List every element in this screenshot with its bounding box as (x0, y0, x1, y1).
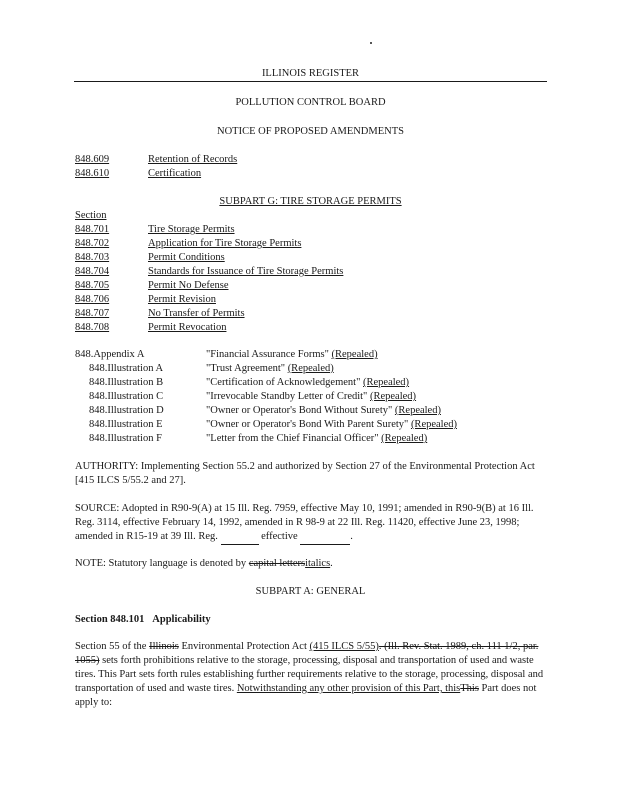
illustration-a-title (206, 363, 334, 374)
illustration-a-status: (Repealed) (287, 363, 334, 374)
toc-705-title: Permit No Defense (148, 280, 229, 291)
toc-707-num: 848.707 (75, 308, 110, 319)
illustration-c-title-text: "Irrevocable Standby Letter of Credit" (206, 391, 368, 402)
toc-704-num: 848.704 (75, 266, 110, 277)
illustration-b-title (206, 377, 409, 388)
toc-704-title: Standards for Issuance of Tire Storage Permits (148, 266, 344, 277)
note-prefix: NOTE: Statutory language is denoted by (75, 558, 247, 569)
toc-610-num: 848.610 (75, 168, 110, 179)
toc-609-title: Retention of Records (148, 154, 238, 165)
toc-708-title: Permit Revocation (148, 322, 227, 333)
note-suffix: . (330, 558, 333, 569)
section-101-title: Applicability (152, 614, 211, 625)
s101-struck-2: . (Ill. Rev. Stat. 1989, ch. 111 1/2, par. 1055) (75, 641, 539, 666)
illustration-b-title-text: "Certification of Acknowledgement" (206, 377, 361, 388)
s101-struck-1: Illinois (149, 641, 179, 652)
speck-mark (370, 42, 372, 44)
illustration-e-status: (Repealed) (410, 419, 457, 430)
section-label: Section (75, 210, 107, 221)
s101-struck-3: This (460, 683, 479, 694)
illustration-a-title-text: "Trust Agreement" (206, 363, 286, 374)
toc-707-title: No Transfer of Permits (148, 308, 245, 319)
section-101-heading (75, 614, 211, 625)
illustration-d-num: 848.Illustration D (89, 405, 164, 416)
note-line (75, 558, 333, 569)
illustration-f-num: 848.Illustration F (89, 433, 162, 444)
toc-706-num: 848.706 (75, 294, 110, 305)
illustration-e-title-text: "Owner or Operator's Bond With Parent Surety" (206, 419, 409, 430)
s101-inserted-1: (415 ILCS 5/55) (309, 641, 379, 652)
toc-610-title: Certification (148, 168, 202, 179)
register-title: ILLINOIS REGISTER (261, 68, 360, 79)
section-101-paragraph (75, 640, 550, 710)
subpart-a-heading: SUBPART A: GENERAL (255, 586, 366, 597)
s101-text-1: Section 55 of the (75, 641, 147, 652)
source-effective-word: effective (261, 531, 298, 542)
toc-702-num: 848.702 (75, 238, 110, 249)
header-rule (74, 81, 547, 82)
illustration-e-title (206, 419, 457, 430)
note-inserted-text: italics (305, 558, 331, 569)
illustration-d-title (206, 405, 441, 416)
illustration-c-status: (Repealed) (369, 391, 417, 402)
toc-703-num: 848.703 (75, 252, 110, 263)
illustration-c-num: 848.Illustration C (89, 391, 164, 402)
toc-701-title: Tire Storage Permits (148, 224, 235, 235)
s101-text-4: Part does not apply to: (75, 683, 537, 708)
subpart-g-heading-text: SUBPART G: TIRE STORAGE PERMITS (219, 196, 402, 207)
illustration-e-num: 848.Illustration E (89, 419, 163, 430)
notice-title: NOTICE OF PROPOSED AMENDMENTS (217, 126, 404, 137)
toc-705-num: 848.705 (75, 280, 110, 291)
illustration-c-title (206, 391, 416, 402)
appendix-a-title (206, 349, 378, 360)
appendix-a-status: (Repealed) (331, 349, 378, 360)
effective-date-blank (300, 530, 350, 545)
appendix-a-title-text: "Financial Assurance Forms" (206, 349, 329, 360)
register-page-blank (221, 530, 259, 545)
subpart-g-heading (74, 196, 547, 207)
illustration-d-status: (Repealed) (394, 405, 441, 416)
section-101-number: Section 848.101 (75, 614, 145, 625)
toc-706-title: Permit Revision (148, 294, 216, 305)
toc-609-num: 848.609 (75, 154, 110, 165)
authority-paragraph: AUTHORITY: Implementing Section 55.2 and authorized by Section 27 of the Environmental Protection Act [415 ILCS 5/55.2 and 27]. (75, 461, 535, 486)
source-text: SOURCE: Adopted in R90-9(A) at 15 Ill. Reg. 7959, effective May 10, 1991; amended in R90-9(B) at 16 Ill. Reg. 3114, effective February 14, 1992, amended in R 98-9 at 22 Ill. Reg. 11420, effective June 23, 1998; amended in R15-19 at 39 Ill. Reg. (75, 503, 534, 542)
note-struck-text: capital letters (248, 558, 306, 569)
s101-inserted-2: Notwithstanding any other provision of this Part, this (236, 683, 461, 694)
appendix-a-num: 848.Appendix A (75, 349, 145, 360)
toc-701-num: 848.701 (75, 224, 110, 235)
toc-703-title: Permit Conditions (148, 252, 225, 263)
s101-text-2: Environmental Protection Act (181, 641, 307, 652)
board-title: POLLUTION CONTROL BOARD (235, 97, 386, 108)
toc-702-title: Application for Tire Storage Permits (148, 238, 302, 249)
illustration-d-title-text: "Owner or Operator's Bond Without Surety" (206, 405, 393, 416)
illustration-f-title (206, 433, 427, 444)
illustration-f-title-text: "Letter from the Chief Financial Officer" (206, 433, 379, 444)
illustration-b-num: 848.Illustration B (89, 377, 164, 388)
toc-708-num: 848.708 (75, 322, 110, 333)
illustration-a-num: 848.Illustration A (89, 363, 164, 374)
s101-text-3: sets forth prohibitions relative to the storage, processing, disposal and transportation of used and waste tires. This Part sets forth rules establishing further requirements relative to the storage, processing, disposal and transportation of used and waste tires. (75, 655, 544, 694)
source-paragraph: SOURCE: Adopted in R90-9(A) at 15 Ill. Reg. 7959, effective May 10, 1991; amended in R90-9(B) at 16 Ill. Reg. 3114, effective February 14, 1992, amended in R 98-9 at 22 Ill. Reg. 11420, effective June 23, 1998; amended in R15-19 at 39 Ill. Reg. effective . (75, 502, 550, 545)
illustration-b-status: (Repealed) (363, 377, 410, 388)
illustration-f-status: (Repealed) (381, 433, 428, 444)
